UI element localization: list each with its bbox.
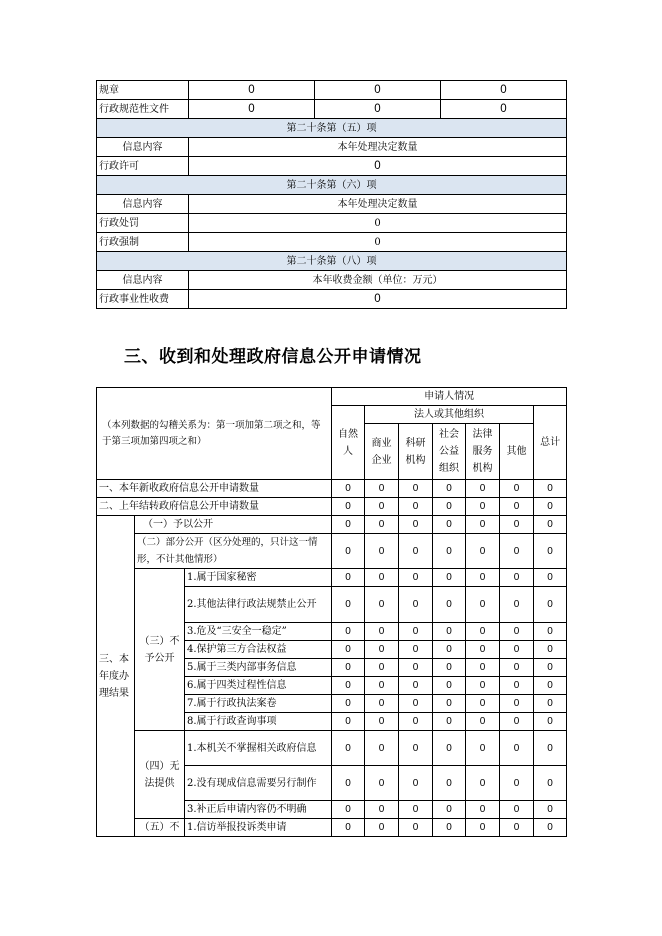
table-row [97,157,567,176]
cell-value: 0 [534,569,567,587]
cell-value: 0 [433,534,466,569]
cell-value: 0 [534,695,567,713]
table-row [97,233,567,252]
table-row [97,214,567,233]
column-header: 信息内容 [97,195,189,214]
cell-value: 0 [466,659,500,677]
table-row [97,534,567,569]
row-label: 8.属于行政查询事项 [185,713,332,731]
cell-value: 0 [433,695,466,713]
cell-value: 0 [399,801,433,819]
cell-value: 0 [534,623,567,641]
cell-value: 0 [315,100,441,119]
cell-value: 0 [433,819,466,837]
cell-value: 0 [500,516,534,534]
table-row [97,819,567,837]
cell-value: 0 [332,534,365,569]
cell-value: 0 [399,695,433,713]
cell-value: 0 [433,766,466,801]
cell-value: 0 [332,695,365,713]
cell-value: 0 [332,587,365,623]
cell-value: 0 [500,587,534,623]
column-header: 信息内容 [97,138,189,157]
column-header: 本年收费金额（单位：万元） [189,271,567,290]
cell-value: 0 [332,480,365,498]
cell-value: 0 [500,480,534,498]
cell-value: 0 [433,623,466,641]
cell-value: 0 [332,766,365,801]
cell-value: 0 [466,516,500,534]
cell-value: 0 [365,695,399,713]
row-label: 3.补正后申请内容仍不明确 [185,801,332,819]
cell-value: 0 [441,81,567,100]
cell-value: 0 [365,819,399,837]
cell-value: 0 [189,290,567,309]
cell-value: 0 [365,534,399,569]
cell-value: 0 [332,641,365,659]
cell-value: 0 [332,498,365,516]
row-label: 行政事业性收费 [97,290,189,309]
cell-value: 0 [365,731,399,766]
cell-value: 0 [399,569,433,587]
cell-value: 0 [399,534,433,569]
cell-value: 0 [433,801,466,819]
cell-value: 0 [365,677,399,695]
cell-value: 0 [433,587,466,623]
row-label: 1.属于国家秘密 [185,569,332,587]
cell-value: 0 [365,623,399,641]
cell-value: 0 [365,569,399,587]
section-heading: 三、收到和处理政府信息公开申请情况 [124,347,422,367]
cell-value: 0 [433,659,466,677]
cell-value: 0 [466,641,500,659]
row-label: 7.属于行政执法案卷 [185,695,332,713]
cell-value: 0 [534,516,567,534]
cell-value: 0 [399,498,433,516]
row-label: 规章 [97,81,189,100]
section-band: 第二十条第（八）项 [97,252,567,271]
application-statistics-table [96,387,567,837]
cell-value: 0 [534,659,567,677]
subgroup-label: （三）不予公开 [135,569,185,731]
cell-value: 0 [433,713,466,731]
cell-value: 0 [433,480,466,498]
cell-value: 0 [466,569,500,587]
cell-value: 0 [332,713,365,731]
column-header: 商业企业 [365,424,399,480]
cell-value: 0 [534,641,567,659]
cell-value: 0 [189,157,567,176]
cell-value: 0 [500,659,534,677]
cell-value: 0 [315,81,441,100]
natural-person-header: 自然人 [332,406,365,480]
cell-value: 0 [399,677,433,695]
column-header: 其他 [500,424,534,480]
total-header: 总计 [534,406,567,480]
cell-value: 0 [466,587,500,623]
table-row [97,480,567,498]
row-label: 3.危及“三安全一稳定” [185,623,332,641]
row-label: 二、上年结转政府信息公开申请数量 [97,498,332,516]
cell-value: 0 [189,214,567,233]
cell-value: 0 [332,677,365,695]
row-label: 行政强制 [97,233,189,252]
row-label: 2.其他法律行政法规禁止公开 [185,587,332,623]
cell-value: 0 [500,498,534,516]
statistics-table-rules [96,80,567,309]
cell-value: 0 [365,801,399,819]
subgroup-label: （四）无法提供 [135,731,185,819]
cell-value: 0 [466,677,500,695]
cell-value: 0 [466,498,500,516]
cell-value: 0 [466,480,500,498]
cell-value: 0 [534,587,567,623]
cell-value: 0 [332,569,365,587]
table-row [97,81,567,100]
cell-value: 0 [466,766,500,801]
cell-value: 0 [433,731,466,766]
cell-value: 0 [466,623,500,641]
cell-value: 0 [500,695,534,713]
cell-value: 0 [365,498,399,516]
cell-value: 0 [534,480,567,498]
cell-value: 0 [365,766,399,801]
table-row [97,498,567,516]
cell-value: 0 [365,641,399,659]
cell-value: 0 [399,587,433,623]
applicant-header: 申请人情况 [332,388,567,406]
table-row [97,290,567,309]
cell-value: 0 [500,677,534,695]
cell-value: 0 [534,801,567,819]
cell-value: 0 [399,623,433,641]
cell-value: 0 [534,713,567,731]
row-label: 4.保护第三方合法权益 [185,641,332,659]
table-row [97,731,567,766]
column-header: 法律服务机构 [466,424,500,480]
row-label: 行政规范性文件 [97,100,189,119]
cell-value: 0 [365,480,399,498]
column-header: 本年处理决定数量 [189,138,567,157]
cell-value: 0 [399,641,433,659]
cell-value: 0 [332,801,365,819]
row-label: 一、本年新收政府信息公开申请数量 [97,480,332,498]
row-label: 1.信访举报投诉类申请 [185,819,332,837]
cell-value: 0 [500,569,534,587]
cell-value: 0 [365,713,399,731]
cell-value: 0 [189,100,315,119]
cell-value: 0 [500,623,534,641]
cell-value: 0 [399,480,433,498]
cell-value: 0 [399,516,433,534]
cell-value: 0 [365,659,399,677]
cell-value: 0 [399,766,433,801]
cell-value: 0 [433,569,466,587]
cell-value: 0 [534,766,567,801]
cell-value: 0 [332,623,365,641]
table-row [97,516,567,534]
cell-value: 0 [500,713,534,731]
cell-value: 0 [332,659,365,677]
cell-value: 0 [500,641,534,659]
cell-value: 0 [534,498,567,516]
cell-value: 0 [500,534,534,569]
cell-value: 0 [441,100,567,119]
cell-value: 0 [534,731,567,766]
cell-value: 0 [189,81,315,100]
cell-value: 0 [466,534,500,569]
cell-value: 0 [332,819,365,837]
cell-value: 0 [500,801,534,819]
cell-value: 0 [433,498,466,516]
cell-value: 0 [534,677,567,695]
cell-value: 0 [433,677,466,695]
cell-value: 0 [365,587,399,623]
column-header: 社会公益组织 [433,424,466,480]
cell-value: 0 [189,233,567,252]
row-label: 行政处罚 [97,214,189,233]
table-row [97,569,567,587]
legal-entity-header: 法人或其他组织 [365,406,534,424]
section-band: 第二十条第（五）项 [97,119,567,138]
row-label: 2.没有现成信息需要另行制作 [185,766,332,801]
cell-value: 0 [399,819,433,837]
column-header: 本年处理决定数量 [189,195,567,214]
cell-value: 0 [500,766,534,801]
cell-value: 0 [399,731,433,766]
row-label: （二）部分公开（区分处理的，只计这一情形，不计其他情形） [135,534,332,569]
cell-value: 0 [332,516,365,534]
row-label: 1.本机关不掌握相关政府信息 [185,731,332,766]
cell-value: 0 [466,819,500,837]
cell-value: 0 [534,819,567,837]
cell-value: 0 [433,641,466,659]
result-group-label: 三、本年度办理结果 [97,516,135,837]
subgroup-label: （五）不 [135,819,185,837]
cell-value: 0 [399,659,433,677]
cell-value: 0 [534,534,567,569]
cell-value: 0 [399,713,433,731]
cell-value: 0 [500,819,534,837]
row-label: 5.属于三类内部事务信息 [185,659,332,677]
cell-value: 0 [466,713,500,731]
cell-value: 0 [466,801,500,819]
cell-value: 0 [466,695,500,713]
cell-value: 0 [332,731,365,766]
cell-value: 0 [500,731,534,766]
cell-value: 0 [466,731,500,766]
section-band: 第二十条第（六）项 [97,176,567,195]
cell-value: 0 [365,516,399,534]
table-row [97,100,567,119]
row-label: 6.属于四类过程性信息 [185,677,332,695]
note-cell: （本列数据的勾稽关系为：第一项加第二项之和，等于第三项加第四项之和） [97,388,332,480]
row-label: （一）予以公开 [135,516,332,534]
column-header: 科研机构 [399,424,433,480]
row-label: 行政许可 [97,157,189,176]
column-header: 信息内容 [97,271,189,290]
cell-value: 0 [433,516,466,534]
